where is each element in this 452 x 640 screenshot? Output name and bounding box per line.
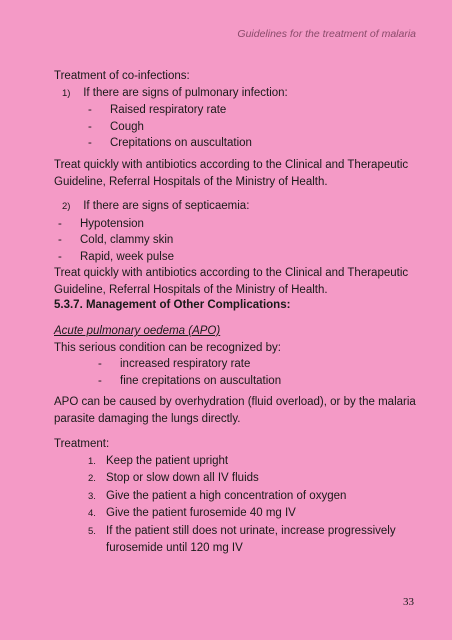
step-number: 2. xyxy=(88,473,96,484)
step-number: 3. xyxy=(88,490,96,502)
paragraph-line: APO can be caused by overhydration (fluid overload), or by the malaria xyxy=(54,396,416,408)
step-text: Give the patient furosemide 40 mg IV xyxy=(106,507,296,519)
paragraph-line: parasite damaging the lungs directly. xyxy=(54,412,241,425)
step-text: Keep the patient upright xyxy=(106,454,229,467)
step-number: 1. xyxy=(88,455,96,467)
bullet-item: Cough xyxy=(110,120,144,133)
step-text-continued: furosemide until 120 mg IV xyxy=(106,542,243,554)
apo-title: Acute pulmonary oedema (APO) xyxy=(54,325,221,337)
septicaemia-list: 2) If there are signs of septicaemia: - Hypotension - Cold, clammy skin - Rapid, week pulse Treat quickly with antibiotics according to the Clinical and Therapeutic Guideline, Referral Hospitals of the Ministry of Health. xyxy=(54,198,424,298)
apo-cause xyxy=(54,394,424,427)
apo-section: Acute pulmonary oedema (APO) This serious condition can be recognized by: - increased respiratory rate - fine crepitations on auscultation xyxy=(54,323,424,389)
paragraph xyxy=(54,157,424,190)
apo-intro: This serious condition can be recognized by: xyxy=(54,341,281,354)
treatment-label: Treatment: xyxy=(54,438,110,450)
item-text: If there are signs of septicaemia: xyxy=(83,200,250,212)
step-text: Stop or slow down all IV fluids xyxy=(106,472,259,484)
coinfection-title: Treatment of co-infections: xyxy=(54,70,190,82)
treatment-section xyxy=(54,436,424,557)
bullet-item: fine crepitations on auscultation xyxy=(120,374,282,387)
section-heading: 5.3.7. Management of Other Complications: xyxy=(54,299,291,311)
running-header: Guidelines for the treatment of malaria xyxy=(237,28,416,40)
bullet-item: increased respiratory rate xyxy=(120,358,251,370)
bullet-item: Crepitations on auscultation xyxy=(110,137,252,149)
bullet-item: Rapid, week pulse xyxy=(80,250,174,263)
step-number: 5. xyxy=(88,525,96,537)
item-number: 2) xyxy=(62,201,71,212)
item-text: If there are signs of pulmonary infection: xyxy=(83,86,288,99)
step-number: 4. xyxy=(88,508,96,519)
bullet-item: Cold, clammy skin xyxy=(80,234,174,246)
bullet-item: Hypotension xyxy=(80,217,144,230)
step-text: If the patient still does not urinate, increase progressively xyxy=(106,524,396,537)
paragraph-line: Treat quickly with antibiotics according to the Clinical and Therapeutic xyxy=(54,159,409,171)
paragraph-line: Guideline, Referral Hospitals of the Ministry of Health. xyxy=(54,283,328,296)
coinfection-section: Treatment of co-infections: 1) If there are signs of pulmonary infection: - Raised respiratory rate - Cough - Crepitations on auscultation xyxy=(54,68,424,152)
paragraph-line: Guideline, Referral Hospitals of the Ministry of Health. xyxy=(54,175,328,188)
paragraph-line: Treat quickly with antibiotics according to the Clinical and Therapeutic xyxy=(54,267,409,279)
bullet-item: Raised respiratory rate xyxy=(110,104,227,116)
step-text: Give the patient a high concentration of oxygen xyxy=(106,489,347,502)
item-number: 1) xyxy=(62,87,71,99)
page-number: 33 xyxy=(403,596,414,608)
